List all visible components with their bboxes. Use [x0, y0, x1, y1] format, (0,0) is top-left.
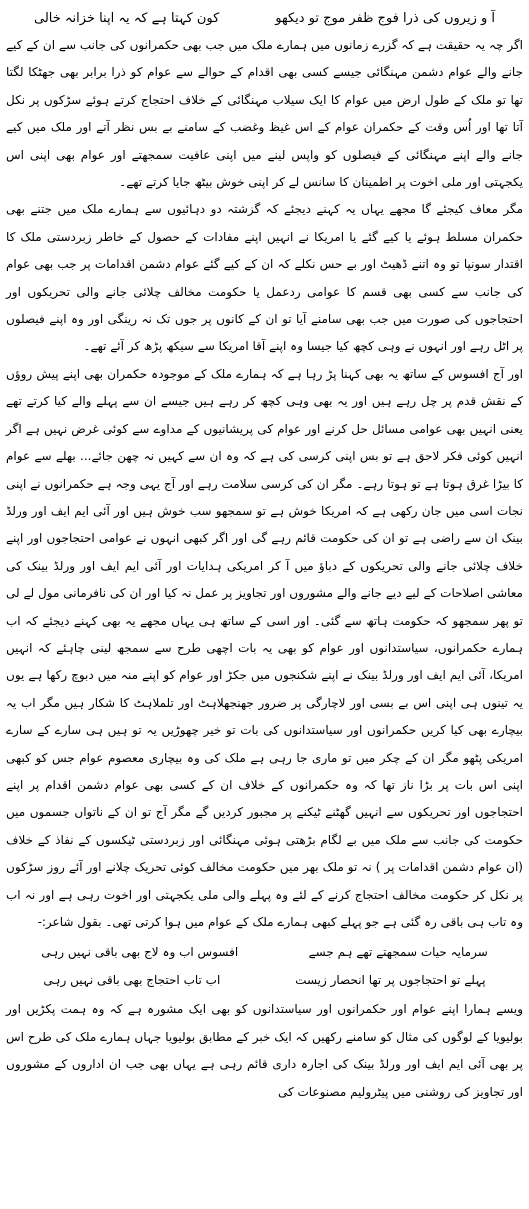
article [6, 6, 523, 1106]
poem-hemistich-left: اب تاب احتجاج بھی باقی نہیں رہی [43, 973, 221, 988]
closing-body [6, 996, 523, 1106]
article-body [6, 32, 523, 936]
poem-hemistich-right: پہلے تو احتجاجوں پر تھا انحصار زیست [295, 973, 486, 988]
poem-line [6, 938, 523, 966]
poem-line [6, 966, 523, 994]
paragraph: مگر معاف کیجئے گا مجھے یہاں یہ کہنے دیجئے کہ گزشتہ دو دہائیوں سے ہمارے ملک میں جتنے بھی حکمران مسلط ہوئے یا کیے گئے یا امریکا نے انہیں اپنے مفادات کے حصول کے خاطر زبردستی ملک کا اقتدار سونپا تو وہ اتنے ڈھیٹ اور بے حس نکلے کہ ان کے کیے گئے عوام دشمن اقدامات پر جب بھی عوام کی جانب سے کسی بھی قسم کا عوامی ردعمل یا حکومت مخالف چلائی جانے والی تحریکوں اور احتجاجوں کی صورت میں جب بھی سامنے آیا تو ان کے کانوں پر جوں تک نہ رینگی اور وہ اپنے فیصلوں پر اٹل رہے اور انہوں نے وہی کچھ کیا جیسا وہ اپنے آقا امریکا سے سیکھ پڑھ کر آئے تھے۔ [6, 202, 523, 354]
poem-quote [6, 938, 523, 994]
paragraph: اور آج افسوس کے ساتھ یہ بھی کہنا پڑ رہا ہے کہ ہمارے ملک کے موجودہ حکمران بھی اپنے پیش روؤں کے نقش قدم پر چل رہے ہیں اور یہ بھی وہی کچھ کر رہے ہیں جیسے ان سے پہلے والے کیا کرتے تھے یعنی انہیں بھی عوامی مسائل حل کرنے اور عوام کی پریشانیوں کے مداوے سے کوئی غرض نہیں ہے اگر انہیں کوئی فکر لاحق ہے تو بس اپنی کرسی کی ہے کہ وہ ان سے کہیں نہ چھن جائے... بھلے سے عوام کا بیڑا غرق ہوتا ہے تو ہوتا رہے۔ مگر ان کی کرسی سلامت رہے اور آج یہی وجہ ہے حکمرانوں نے اپنی نجات اسی میں جان رکھی ہے کہ امریکا خوش ہے تو سمجھو سب خوش ہیں اور آئی ایم ایف اور ورلڈ بینک ان سے راضی ہے تو ان کی حکومت قائم رہے گی اور اگر کبھی انہوں نے عوامی احتجاجوں اور اپنے خلاف چلائی جانے والی تحریکوں کے دباؤ میں آ کر امریکی ہدایات اور آئی ایم ایف اور ورلڈ بینک کی معاشی اصلاحات کے لیے دیے جانے والے مشوروں اور تجاویز پر عمل نہ کیا اور ان کی نافرمانی مول لے لی تو پھر سمجھو کہ حکومت ہاتھ سے گئی۔ اور اسی کے ساتھ ہی یہاں مجھے یہ بھی کہنے دیجئے کہ اب ہمارے حکمرانوں، سیاستدانوں اور عوام کو بھی یہ بات اچھی طرح سے سمجھ لینی چاہئے کہ انہیں امریکا، آئی ایم ایف اور ورلڈ بینک نے اپنے شکنجوں میں جکڑ اور عوام کو اپنے منہ میں دبوچ رکھا ہے یوں یہ تینوں ہی اپنی اس بے بسی اور لاچارگی پر ضرور جھنجھلاہٹ اور تلملاہٹ کا شکار ہیں مگر اب یہ بیچارے بھی کیا کریں حکمرانوں اور سیاستدانوں کی بات تو خیر چھوڑیں یہ تو ہیں ہی سارے کے سارے امریکی پٹھو مگر ان کے چکر میں تو ماری جا رہی ہے ملک کی وہ بیچاری معصوم عوام جس کو کبھی اپنی اس بات پر بڑا ناز تھا کہ وہ حکمرانوں کے خلاف ان کے کسی بھی عوام دشمن اقدام پر اپنے احتجاجوں اور تحریکوں سے انہیں گھٹنے ٹیکنے پر مجبور کردیں گے مگر آج تو ان کے ناتواں جسموں میں حکومت کی جانب سے ملک میں بے لگام بڑھتی ہوئی مہنگائی اور زبردستی ٹیکسوں کے نفاذ کے خلاف (ان عوام دشمن اقدامات پر ) نہ تو ملک بھر میں حکومت مخالف کوئی تحریک چلانے اور آئے روز سڑکوں پر نکل کر حکومت مخالف احتجاج کرنے کے لئے وہ پہلے والی ملی یکجہتی اور اخوت رہی ہے اور نہ اب وہ تاب ہی باقی رہ گئی ہے جو پہلے کبھی ہمارے ملک کے عوام میں ہوا کرتی تھی۔ بقول شاعر:- [6, 366, 523, 929]
closing-paragraph: ویسے ہمارا اپنے عوام اور حکمرانوں اور سیاستدانوں کو بھی ایک مشورہ ہے کہ وہ ہمت پکڑیں اور بولیویا کے لوگوں کی مثال کو سامنے رکھیں کہ ایک خبر کے مطابق بولیویا جہاں ہمارے ملک کی طرح اس پر بھی آئی ایم ایف اور ورلڈ بینک کی اجارہ داری قائم رہی ہے یہاں بھی جب ان اداروں کے مشوروں اور تجاویز کی روشنی میں پیٹرولیم مصنوعات کی [6, 1002, 523, 1099]
headline-verse-right: آ و زیروں کی ذرا فوج ظفر موج تو دیکھو [275, 11, 496, 26]
headline-verse-left: کون کہتا ہے کہ یہ اپنا خزانہ خالی [33, 11, 220, 26]
headline-verse [6, 6, 523, 32]
poem-hemistich-left: افسوس اب وہ لاج بھی باقی نہیں رہی [41, 945, 239, 960]
poem-hemistich-right: سرمایہ حیات سمجھتے تھے ہم جسے [308, 945, 488, 960]
paragraph: اگر چہ یہ حقیقت ہے کہ گزرے زمانوں میں ہمارے ملک میں جب بھی حکمرانوں کی جانب سے ان کے کیے جانے والے عوام دشمن مہنگائی جیسے کسی بھی اقدام کے حوالے سے عوام کو ذرا برابر بھی جھٹکا لگتا تھا تو ملک کے طول ارض میں عوام کا ایک سیلاب مہنگائی کے خلاف احتجاج کرتے ہوئے سڑکوں پر نکل آتا تھا اور اُس وقت کے حکمران عوام کے اس غیظ وغضب کے سامنے بے بس نظر آتے اور ملک میں کیے جانے والے اپنے مہنگائی کے فیصلوں کو واپس لینے میں اپنی عافیت سمجھتے اور عوام بھی اپنی اس یکجہتی اور ملی اخوت پر اطمینان کا سانس لے کر اپنی خوش بیٹھ جایا کرتے تھے۔ [6, 38, 523, 190]
